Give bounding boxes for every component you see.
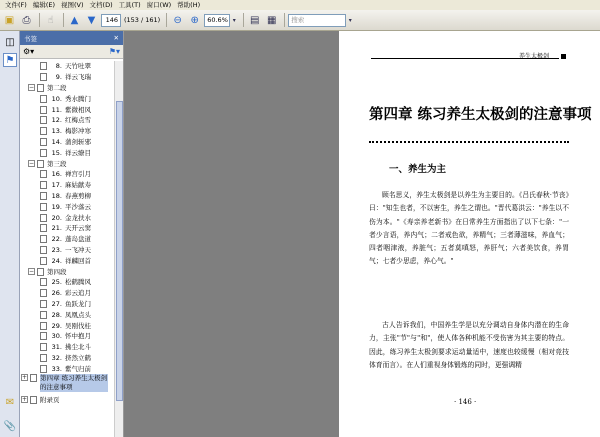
bookmark-label: 一飞冲天 bbox=[65, 245, 91, 254]
page-icon bbox=[40, 73, 47, 81]
bookmark-label: 第四章 练习养生太极剑的注意事项 bbox=[40, 374, 108, 392]
chapter-title: 第四章 练习养生太极剑的注意事项 bbox=[369, 106, 592, 123]
bookmark-item[interactable] bbox=[20, 309, 115, 320]
bookmark-number: 18. bbox=[51, 191, 62, 200]
bookmark-label: 紫气归前 bbox=[65, 364, 91, 373]
bookmark-label: 春燕剪柳 bbox=[65, 191, 91, 200]
bookmark-label: 红梅点雪 bbox=[65, 116, 91, 125]
bookmark-label: 麻姑献寿 bbox=[65, 181, 91, 190]
zoom-out-icon[interactable]: ⊖ bbox=[173, 14, 182, 26]
bookmark-number: 13. bbox=[51, 127, 62, 136]
menu-bar bbox=[0, 0, 600, 10]
bookmark-label: 怀中抱月 bbox=[65, 332, 91, 341]
bookmark-item[interactable] bbox=[20, 212, 115, 223]
menu-edit[interactable]: 编辑(E) bbox=[32, 1, 55, 9]
bookmark-tree bbox=[20, 61, 115, 437]
bookmark-item[interactable] bbox=[20, 255, 115, 266]
bookmark-number: 29. bbox=[51, 321, 62, 330]
bookmarks-icon[interactable]: ⚑ bbox=[3, 53, 17, 67]
menu-window[interactable]: 窗口(W) bbox=[146, 1, 172, 9]
bookmark-item[interactable] bbox=[20, 299, 115, 310]
collapse-toggle-icon[interactable]: − bbox=[29, 84, 35, 92]
page-icon bbox=[40, 246, 47, 254]
next-page-icon[interactable]: ▼ bbox=[87, 14, 96, 26]
bookmark-number: 12. bbox=[51, 116, 62, 125]
open-icon[interactable]: ▣ bbox=[4, 14, 15, 26]
bookmark-label: 天竹吐翠 bbox=[65, 62, 91, 71]
page-icon bbox=[40, 192, 47, 200]
bookmarks-panel bbox=[20, 31, 124, 437]
print-icon[interactable]: ⎙ bbox=[22, 14, 31, 26]
bookmark-item[interactable] bbox=[20, 201, 115, 212]
expand-toggle-icon[interactable]: + bbox=[22, 374, 28, 382]
bookmark-item[interactable] bbox=[20, 223, 115, 234]
bookmark-number: 20. bbox=[51, 213, 62, 222]
zoom-input[interactable]: 60.6% bbox=[204, 14, 230, 27]
options-icon[interactable]: ⚙▾ bbox=[23, 47, 35, 56]
bookmark-number: 25. bbox=[51, 278, 62, 287]
bookmark-item[interactable] bbox=[20, 191, 115, 202]
bookmarks-scrollbar[interactable] bbox=[114, 61, 123, 437]
page-icon bbox=[40, 181, 47, 189]
new-bookmark-icon[interactable]: ⚑▾ bbox=[108, 47, 120, 56]
page-icon bbox=[40, 257, 47, 265]
bookmark-number: 28. bbox=[51, 310, 62, 319]
bookmark-label: 秀水腾门 bbox=[65, 94, 91, 103]
bookmark-label: 蓬岛盘道 bbox=[65, 235, 91, 244]
page-icon bbox=[40, 95, 47, 103]
bookmark-number: 21. bbox=[51, 224, 62, 233]
page-icon bbox=[40, 138, 47, 146]
page-icon bbox=[40, 203, 47, 211]
bookmarks-title: 书签 bbox=[24, 34, 37, 43]
bookmark-number: 17. bbox=[51, 181, 62, 190]
page-icon bbox=[40, 149, 47, 157]
page-icon bbox=[40, 332, 47, 340]
pdf-page bbox=[339, 31, 600, 437]
page-icon bbox=[40, 300, 47, 308]
page-icon bbox=[40, 214, 47, 222]
menu-tools[interactable]: 工具(T) bbox=[118, 1, 141, 9]
paragraph: 古人告诉我们，中国养生学是以充分调动自身体内潜在的生命力，主张"节"与"和"，使人体各种机能不受伤害为其主要的特点。因此，练习养生太极剑要求运动量适中，速度也较缓慢（相对竞技体育而言）。在人们重视身体锻炼的同时，更强调精 bbox=[369, 321, 569, 369]
bookmark-number: 27. bbox=[51, 299, 62, 308]
bookmarks-toolbar bbox=[20, 45, 123, 59]
page-icon bbox=[40, 322, 47, 330]
toolbar bbox=[0, 10, 600, 31]
menu-view[interactable]: 视图(V) bbox=[61, 1, 84, 9]
page-icon bbox=[40, 311, 47, 319]
prev-page-icon[interactable]: ▲ bbox=[70, 14, 79, 26]
page-number: · 146 · bbox=[454, 398, 477, 406]
bookmark-label: 松鹤腾风 bbox=[65, 278, 91, 287]
bookmark-number: 8. bbox=[55, 62, 62, 71]
bookmark-item[interactable] bbox=[20, 234, 115, 245]
page-icon bbox=[40, 62, 47, 70]
page-icon bbox=[40, 343, 47, 351]
bookmark-item[interactable] bbox=[20, 277, 115, 288]
bookmark-label: 金龙扶水 bbox=[65, 213, 91, 222]
bookmark-item[interactable] bbox=[20, 245, 115, 256]
bookmark-group[interactable] bbox=[20, 158, 115, 169]
bookmark-label: 鱼跃龙门 bbox=[65, 299, 91, 308]
bookmark-item[interactable] bbox=[20, 93, 115, 104]
bookmark-item[interactable] bbox=[20, 61, 115, 72]
bookmark-item[interactable] bbox=[20, 288, 115, 299]
bookmark-item[interactable] bbox=[20, 320, 115, 331]
page-number-input[interactable]: 146 bbox=[101, 14, 121, 27]
menu-file[interactable]: 文件(F) bbox=[5, 1, 27, 9]
bookmark-number: 22. bbox=[51, 235, 62, 244]
scrollbar-thumb[interactable] bbox=[116, 101, 123, 401]
bookmark-label: 附录页 bbox=[40, 395, 60, 404]
document-viewport[interactable] bbox=[124, 31, 339, 437]
collapse-toggle-icon[interactable]: − bbox=[29, 268, 35, 276]
bookmark-number: 10. bbox=[51, 94, 62, 103]
bookmark-number: 31. bbox=[51, 343, 62, 352]
page-icon bbox=[40, 106, 47, 114]
page-icon bbox=[40, 365, 47, 373]
section-title: 一、养生为主 bbox=[389, 164, 447, 175]
close-icon[interactable]: ✕ bbox=[113, 34, 119, 42]
bookmark-number: 24. bbox=[51, 256, 62, 265]
bookmark-item[interactable] bbox=[20, 72, 115, 83]
bookmark-label: 蒲剑斩邪 bbox=[65, 137, 91, 146]
bookmark-item[interactable] bbox=[20, 147, 115, 158]
bookmark-label: 拂尘北斗 bbox=[65, 343, 91, 352]
bookmark-label: 紫微相风 bbox=[65, 105, 91, 114]
bookmark-number: 19. bbox=[51, 202, 62, 211]
bookmark-group[interactable] bbox=[20, 83, 115, 94]
fit-width-icon[interactable]: ▦ bbox=[266, 14, 277, 26]
bookmark-number: 15. bbox=[51, 148, 62, 157]
bookmark-item[interactable] bbox=[20, 353, 115, 364]
attachments-icon[interactable]: 📎 bbox=[3, 420, 17, 432]
search-input[interactable]: 搜索 bbox=[288, 14, 346, 27]
bookmark-item[interactable] bbox=[20, 126, 115, 137]
page-icon bbox=[37, 160, 44, 168]
bookmark-label: 祥云飞瑞 bbox=[65, 73, 91, 82]
bookmark-group[interactable] bbox=[20, 266, 115, 277]
bookmark-item[interactable] bbox=[20, 342, 115, 353]
page-icon bbox=[37, 268, 44, 276]
bookmark-label: 祥云缭目 bbox=[65, 148, 91, 157]
bookmark-label: 吴刚伐桂 bbox=[65, 321, 91, 330]
bookmarks-header bbox=[20, 31, 123, 45]
bookmark-label: 凤凰点头 bbox=[65, 310, 91, 319]
bookmark-number: 32. bbox=[51, 353, 62, 362]
paragraph: 顾名思义，养生太极剑是以养生为主要目的。《吕氏春秋·节丧》曰："知生也者，不以害生，养生之谓也。"晋代葛洪云："养生以不伤为本。"《寿亲养老新书》在日常养生方面指出了以下七条："一者少言语，养内气；二者戒色欲，养精气；三者薄滋味，养血气；四者咽津液，养脏气；五者莫嗔怒，养肝气；六者美饮食，养胃气；七者少思虑，养心气。" bbox=[369, 191, 569, 266]
bookmark-item[interactable] bbox=[20, 331, 115, 342]
page-icon bbox=[30, 396, 37, 404]
bookmark-number: 26. bbox=[51, 289, 62, 298]
bookmark-number: 11. bbox=[51, 105, 62, 114]
hand-tool-icon[interactable]: ☝ bbox=[47, 14, 54, 26]
page-icon bbox=[40, 127, 47, 135]
page-icon bbox=[30, 374, 37, 382]
bookmark-label: 第四段 bbox=[47, 267, 67, 276]
bookmark-label: 禅宫引月 bbox=[65, 170, 91, 179]
fit-page-icon[interactable]: ▤ bbox=[249, 14, 260, 26]
collapse-toggle-icon[interactable]: − bbox=[29, 160, 35, 168]
navigation-rail bbox=[0, 31, 20, 437]
header-marker bbox=[561, 54, 566, 59]
page-icon bbox=[40, 224, 47, 232]
bookmark-item[interactable] bbox=[20, 115, 115, 126]
bookmark-item[interactable] bbox=[20, 137, 115, 148]
page-icon bbox=[40, 289, 47, 297]
bookmark-item[interactable] bbox=[20, 169, 115, 180]
title-ornament bbox=[369, 141, 569, 144]
page-count: (153 / 161) bbox=[124, 16, 161, 24]
search-dropdown-icon[interactable]: ▾ bbox=[348, 16, 352, 24]
bookmark-number: 16. bbox=[51, 170, 62, 179]
page-icon bbox=[40, 235, 47, 243]
bookmark-label: 天开云窦 bbox=[65, 224, 91, 233]
menu-document[interactable]: 文档(D) bbox=[89, 1, 113, 9]
bookmark-label: 祥麟回首 bbox=[65, 256, 91, 265]
bookmark-chapter[interactable] bbox=[20, 374, 115, 394]
bookmark-number: 9. bbox=[55, 73, 62, 82]
bookmark-number: 30. bbox=[51, 332, 62, 341]
comments-icon[interactable]: ✉ bbox=[5, 396, 15, 408]
menu-help[interactable]: 帮助(H) bbox=[177, 1, 201, 9]
running-header: 养生太极剑 bbox=[519, 53, 550, 60]
zoom-dropdown-icon[interactable]: ▾ bbox=[232, 16, 236, 24]
bookmark-number: 23. bbox=[51, 245, 62, 254]
bookmark-label: 梅影冲寒 bbox=[65, 127, 91, 136]
bookmark-label: 第二段 bbox=[47, 83, 67, 92]
page-icon bbox=[40, 354, 47, 362]
page-icon bbox=[37, 84, 44, 92]
bookmark-label: 挤然立鹤 bbox=[65, 353, 91, 362]
bookmark-item[interactable] bbox=[20, 104, 115, 115]
bookmark-chapter[interactable] bbox=[20, 394, 115, 405]
bookmark-label: 平沙落云 bbox=[65, 202, 91, 211]
bookmark-item[interactable] bbox=[20, 363, 115, 374]
bookmark-number: 33. bbox=[51, 364, 62, 373]
bookmark-number: 14. bbox=[51, 137, 62, 146]
page-icon bbox=[40, 116, 47, 124]
zoom-in-icon[interactable]: ⊕ bbox=[190, 14, 199, 26]
pages-icon[interactable]: ◫ bbox=[5, 36, 15, 48]
page-icon bbox=[40, 278, 47, 286]
bookmark-label: 第三段 bbox=[47, 159, 67, 168]
expand-toggle-icon[interactable]: + bbox=[22, 396, 28, 403]
bookmark-item[interactable] bbox=[20, 180, 115, 191]
bookmark-label: 彩云追月 bbox=[65, 289, 91, 298]
page-icon bbox=[40, 170, 47, 178]
